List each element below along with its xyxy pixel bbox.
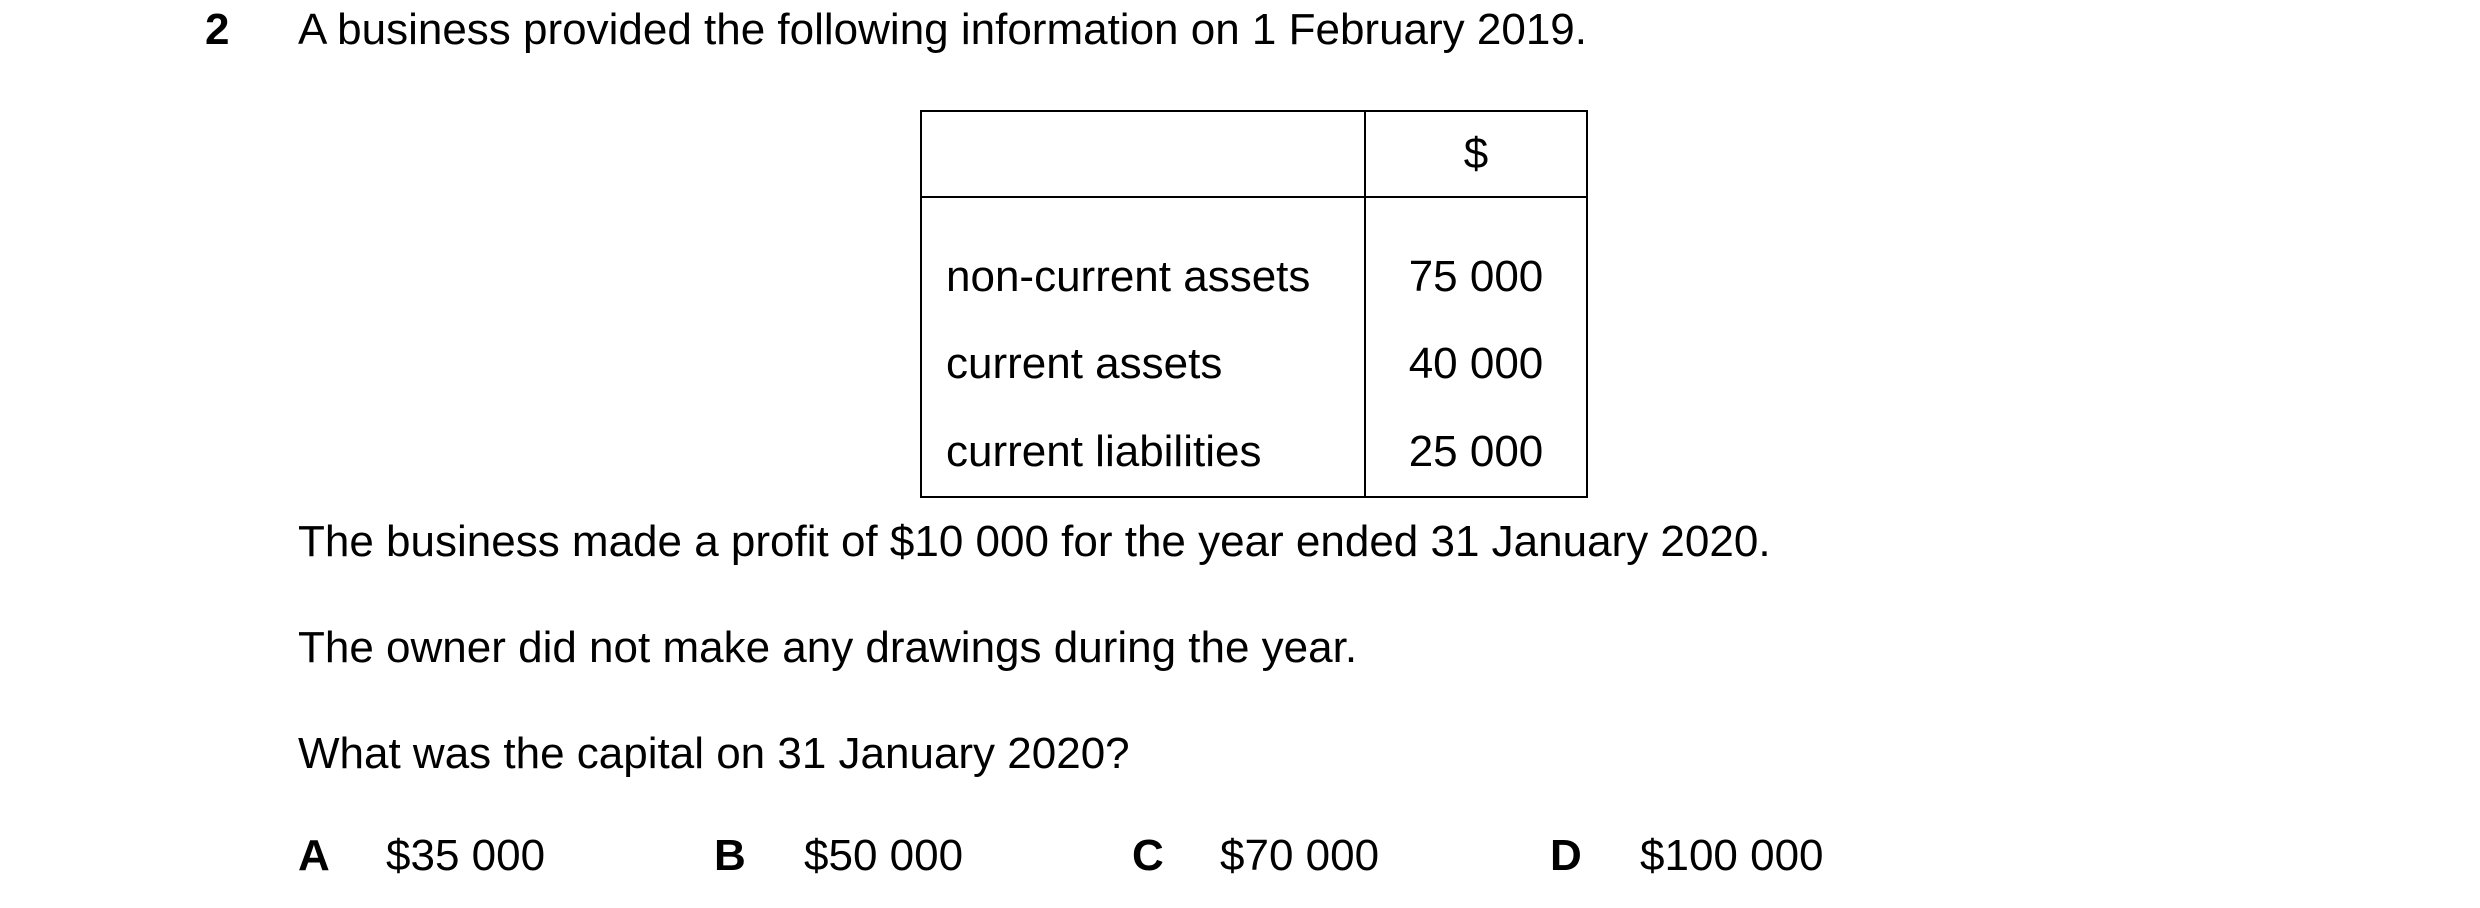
question-intro: A business provided the following information on 1 February 2019. — [298, 5, 1587, 54]
option-b-letter[interactable]: B — [714, 831, 746, 880]
table-header-row — [921, 111, 1587, 197]
financial-info-table — [920, 110, 1588, 498]
option-a-letter[interactable]: A — [298, 831, 330, 880]
option-a-value[interactable]: $35 000 — [386, 831, 546, 880]
question-number: 2 — [205, 5, 230, 54]
drawings-statement: The owner did not make any drawings during the year. — [298, 623, 1358, 672]
option-d-value[interactable]: $100 000 — [1640, 831, 1824, 880]
row-value: 75 000 — [1365, 197, 1587, 320]
row-label: current assets — [921, 320, 1365, 408]
row-label: current liabilities — [921, 408, 1365, 497]
table-row — [921, 197, 1587, 320]
table-header-label — [921, 111, 1365, 197]
option-c-value[interactable]: $70 000 — [1220, 831, 1380, 880]
question-prompt: What was the capital on 31 January 2020? — [298, 729, 1130, 778]
row-value: 25 000 — [1365, 408, 1587, 497]
table-row — [921, 320, 1587, 408]
option-b-value[interactable]: $50 000 — [804, 831, 964, 880]
table-row — [921, 408, 1587, 497]
option-d-letter[interactable]: D — [1550, 831, 1582, 880]
profit-statement: The business made a profit of $10 000 for the year ended 31 January 2020. — [298, 517, 1771, 566]
option-c-letter[interactable]: C — [1132, 831, 1164, 880]
row-value: 40 000 — [1365, 320, 1587, 408]
row-label: non-current assets — [921, 197, 1365, 320]
table-header-currency: $ — [1365, 111, 1587, 197]
